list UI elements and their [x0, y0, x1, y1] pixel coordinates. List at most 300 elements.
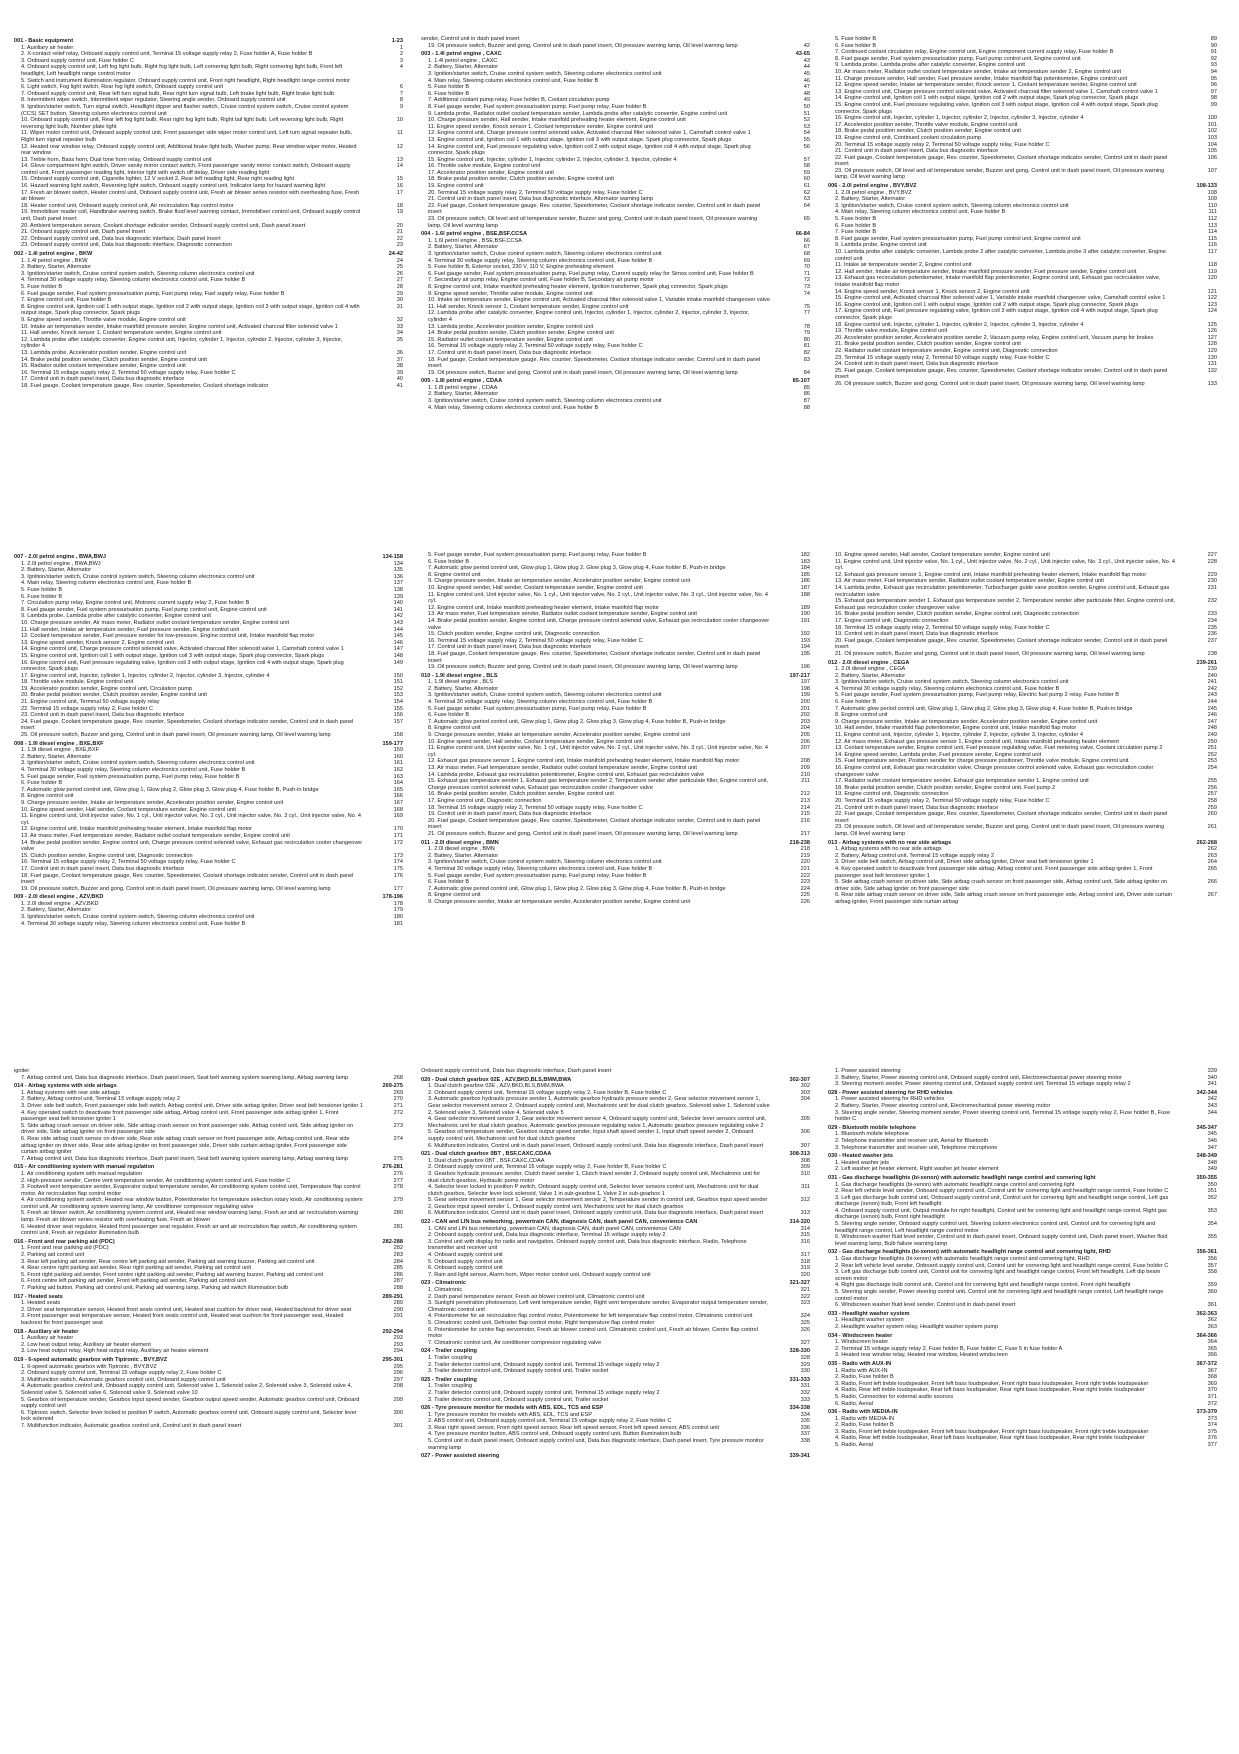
- index-entry[interactable]: [14, 607, 403, 614]
- index-entry[interactable]: [421, 43, 810, 50]
- index-entry[interactable]: [14, 1397, 403, 1410]
- index-entry[interactable]: [421, 1300, 810, 1313]
- index-entry[interactable]: [14, 646, 403, 653]
- index-entry[interactable]: [421, 244, 810, 251]
- index-entry[interactable]: [828, 148, 1217, 155]
- index-entry[interactable]: [421, 190, 810, 197]
- index-entry[interactable]: [14, 157, 403, 164]
- index-section-heading[interactable]: [14, 894, 403, 901]
- index-entry[interactable]: [421, 284, 810, 291]
- index-entry[interactable]: [828, 69, 1217, 76]
- index-section-heading[interactable]: [828, 1153, 1217, 1160]
- index-entry[interactable]: [421, 572, 810, 579]
- index-entry[interactable]: [421, 712, 810, 719]
- index-entry[interactable]: [828, 56, 1217, 63]
- index-entry[interactable]: [828, 1282, 1217, 1289]
- index-entry[interactable]: [828, 666, 1217, 673]
- index-entry[interactable]: [421, 183, 810, 190]
- index-section-heading[interactable]: [421, 231, 810, 238]
- index-entry[interactable]: [14, 747, 403, 754]
- index-entry[interactable]: [421, 805, 810, 812]
- index-entry[interactable]: [828, 686, 1217, 693]
- index-entry[interactable]: [828, 651, 1217, 658]
- index-entry[interactable]: [421, 1425, 810, 1432]
- index-entry[interactable]: [14, 78, 403, 85]
- index-entry[interactable]: [421, 216, 810, 229]
- index-entry[interactable]: [14, 873, 403, 886]
- index-entry[interactable]: [828, 625, 1217, 632]
- index-entry[interactable]: [828, 719, 1217, 726]
- index-entry[interactable]: [828, 1269, 1217, 1282]
- index-entry[interactable]: [14, 686, 403, 693]
- index-entry[interactable]: [828, 1416, 1217, 1423]
- index-entry[interactable]: [828, 249, 1217, 262]
- index-entry[interactable]: [421, 1272, 810, 1279]
- index-entry[interactable]: [828, 1324, 1217, 1331]
- index-entry[interactable]: [828, 381, 1217, 388]
- index-section-heading[interactable]: [828, 1311, 1217, 1318]
- index-entry[interactable]: [421, 1340, 810, 1347]
- index-entry[interactable]: [828, 1346, 1217, 1353]
- index-entry[interactable]: [14, 236, 403, 243]
- index-entry[interactable]: [828, 341, 1217, 348]
- index-entry[interactable]: [14, 117, 403, 130]
- index-section-heading[interactable]: [421, 1405, 810, 1412]
- index-entry[interactable]: [14, 130, 403, 143]
- index-section-heading[interactable]: [421, 1453, 810, 1460]
- index-entry[interactable]: [828, 1381, 1217, 1388]
- index-entry[interactable]: [14, 653, 403, 660]
- index-entry[interactable]: [421, 732, 810, 739]
- index-section-heading[interactable]: [14, 251, 403, 258]
- index-entry[interactable]: [828, 82, 1217, 89]
- index-entry[interactable]: [828, 1387, 1217, 1394]
- index-entry[interactable]: [421, 137, 810, 144]
- index-section-heading[interactable]: [828, 1125, 1217, 1132]
- index-entry[interactable]: [14, 1307, 403, 1314]
- index-entry[interactable]: [421, 1158, 810, 1165]
- index-entry[interactable]: [14, 1300, 403, 1307]
- index-entry[interactable]: [421, 1210, 810, 1217]
- index-entry[interactable]: [421, 831, 810, 838]
- index-entry[interactable]: [421, 846, 810, 853]
- index-entry[interactable]: [14, 1285, 403, 1292]
- index-entry[interactable]: [421, 745, 810, 758]
- index-entry[interactable]: [421, 585, 810, 592]
- index-entry[interactable]: [421, 1184, 810, 1197]
- index-entry[interactable]: [421, 1252, 810, 1259]
- index-entry[interactable]: [421, 1383, 810, 1390]
- index-entry[interactable]: [14, 91, 403, 98]
- index-entry[interactable]: [14, 229, 403, 236]
- index-entry[interactable]: [828, 1103, 1217, 1110]
- index-entry[interactable]: [14, 1075, 403, 1082]
- index-entry[interactable]: [14, 859, 403, 866]
- index-entry[interactable]: [828, 102, 1217, 115]
- index-entry[interactable]: [421, 1397, 810, 1404]
- index-entry[interactable]: [828, 36, 1217, 43]
- index-entry[interactable]: [828, 1188, 1217, 1195]
- index-section-heading[interactable]: [421, 1348, 810, 1355]
- index-entry[interactable]: [421, 58, 810, 65]
- index-entry[interactable]: [828, 699, 1217, 706]
- index-entry[interactable]: [14, 774, 403, 781]
- index-entry[interactable]: [421, 739, 810, 746]
- index-entry[interactable]: [828, 135, 1217, 142]
- index-entry[interactable]: [14, 1197, 403, 1210]
- index-entry[interactable]: [14, 719, 403, 732]
- index-entry[interactable]: [421, 196, 810, 203]
- index-entry[interactable]: [828, 1422, 1217, 1429]
- index-entry[interactable]: [421, 1390, 810, 1397]
- index-entry[interactable]: [421, 1418, 810, 1425]
- index-entry[interactable]: [14, 600, 403, 607]
- index-entry[interactable]: [421, 899, 810, 906]
- index-entry[interactable]: [828, 115, 1217, 122]
- index-entry[interactable]: [421, 130, 810, 137]
- index-entry[interactable]: [828, 673, 1217, 680]
- index-entry[interactable]: [421, 337, 810, 344]
- index-entry[interactable]: [14, 633, 403, 640]
- index-entry[interactable]: [14, 1364, 403, 1371]
- index-entry[interactable]: [14, 271, 403, 278]
- index-entry[interactable]: [828, 322, 1217, 329]
- index-entry[interactable]: [828, 1208, 1217, 1221]
- index-entry[interactable]: [828, 739, 1217, 746]
- index-entry[interactable]: [421, 679, 810, 686]
- index-entry[interactable]: [14, 324, 403, 331]
- index-entry[interactable]: [14, 163, 403, 176]
- index-entry[interactable]: [421, 64, 810, 71]
- index-entry[interactable]: [14, 1342, 403, 1349]
- index-entry[interactable]: [421, 1232, 810, 1239]
- index-section-heading[interactable]: [14, 1329, 403, 1336]
- index-section-heading[interactable]: [421, 840, 810, 847]
- index-entry[interactable]: [828, 1317, 1217, 1324]
- index-entry[interactable]: [421, 611, 810, 618]
- index-entry[interactable]: [14, 183, 403, 190]
- index-entry[interactable]: [421, 1265, 810, 1272]
- index-entry[interactable]: [421, 1197, 810, 1210]
- index-entry[interactable]: [828, 1401, 1217, 1408]
- index-section-heading[interactable]: [421, 1077, 810, 1084]
- index-entry[interactable]: [14, 1410, 403, 1423]
- index-entry[interactable]: [828, 598, 1217, 611]
- index-entry[interactable]: [421, 618, 810, 631]
- index-entry[interactable]: [14, 350, 403, 357]
- index-entry[interactable]: [828, 62, 1217, 69]
- index-entry[interactable]: [828, 216, 1217, 223]
- index-entry[interactable]: [14, 1272, 403, 1279]
- index-entry[interactable]: [14, 1245, 403, 1252]
- index-entry[interactable]: [421, 1412, 810, 1419]
- index-entry[interactable]: [14, 613, 403, 620]
- index-entry[interactable]: [421, 170, 810, 177]
- index-entry[interactable]: [828, 142, 1217, 149]
- index-entry[interactable]: [828, 585, 1217, 598]
- index-entry[interactable]: [421, 91, 810, 98]
- index-entry[interactable]: [14, 574, 403, 581]
- index-entry[interactable]: [421, 811, 810, 818]
- index-entry[interactable]: [14, 176, 403, 183]
- index-entry[interactable]: [421, 1226, 810, 1233]
- index-entry[interactable]: [828, 1368, 1217, 1375]
- index-entry[interactable]: [828, 778, 1217, 785]
- index-entry[interactable]: [14, 640, 403, 647]
- index-section-heading[interactable]: [14, 1294, 403, 1301]
- index-section-heading[interactable]: [14, 1357, 403, 1364]
- index-entry[interactable]: [14, 1184, 403, 1197]
- index-entry[interactable]: [828, 859, 1217, 866]
- index-entry[interactable]: [14, 1136, 403, 1156]
- index-section-heading[interactable]: [14, 741, 403, 748]
- index-entry[interactable]: [14, 209, 403, 222]
- index-entry[interactable]: [828, 209, 1217, 216]
- index-entry[interactable]: [828, 1256, 1217, 1263]
- index-entry[interactable]: [828, 611, 1217, 618]
- index-entry[interactable]: [421, 1239, 810, 1252]
- index-entry[interactable]: [421, 1355, 810, 1362]
- index-entry[interactable]: [14, 886, 403, 893]
- index-entry[interactable]: [421, 1287, 810, 1294]
- index-entry[interactable]: [421, 1116, 810, 1129]
- index-entry[interactable]: [14, 907, 403, 914]
- index-section-heading[interactable]: [828, 1333, 1217, 1340]
- index-entry[interactable]: [828, 1374, 1217, 1381]
- index-entry[interactable]: [14, 58, 403, 65]
- index-entry[interactable]: [828, 1289, 1217, 1302]
- index-entry[interactable]: [421, 1096, 810, 1116]
- index-entry[interactable]: [421, 578, 810, 585]
- index-section-heading[interactable]: [828, 183, 1217, 190]
- index-entry[interactable]: [421, 330, 810, 337]
- index-entry[interactable]: [421, 277, 810, 284]
- index-entry[interactable]: [828, 824, 1217, 837]
- index-entry[interactable]: [828, 203, 1217, 210]
- index-entry[interactable]: [421, 78, 810, 85]
- index-entry[interactable]: [828, 752, 1217, 759]
- index-entry[interactable]: [14, 223, 403, 230]
- index-entry[interactable]: [828, 1234, 1217, 1247]
- index-entry[interactable]: [828, 95, 1217, 102]
- index-entry[interactable]: [421, 176, 810, 183]
- index-section-heading[interactable]: [828, 1249, 1217, 1256]
- index-entry[interactable]: [828, 1110, 1217, 1123]
- index-entry[interactable]: [421, 1362, 810, 1369]
- index-entry[interactable]: [421, 258, 810, 265]
- index-entry[interactable]: [421, 1143, 810, 1150]
- index-entry[interactable]: [421, 271, 810, 278]
- index-section-heading[interactable]: [14, 1164, 403, 1171]
- index-entry[interactable]: [14, 826, 403, 833]
- index-section-heading[interactable]: [14, 1083, 403, 1090]
- index-entry[interactable]: [828, 196, 1217, 203]
- index-entry[interactable]: [421, 1368, 810, 1375]
- index-entry[interactable]: [421, 84, 810, 91]
- index-entry[interactable]: [828, 745, 1217, 752]
- index-entry[interactable]: [421, 405, 810, 412]
- index-entry[interactable]: [14, 376, 403, 383]
- index-entry[interactable]: [828, 1075, 1217, 1082]
- index-entry[interactable]: [828, 805, 1217, 812]
- index-entry[interactable]: [421, 853, 810, 860]
- index-entry[interactable]: [828, 1429, 1217, 1436]
- index-entry[interactable]: [421, 765, 810, 772]
- index-section-heading[interactable]: [14, 554, 403, 561]
- index-entry[interactable]: [421, 1438, 810, 1451]
- index-entry[interactable]: [828, 190, 1217, 197]
- index-entry[interactable]: [14, 793, 403, 800]
- index-entry[interactable]: [14, 901, 403, 908]
- index-section-heading[interactable]: [421, 1280, 810, 1287]
- index-entry[interactable]: [828, 348, 1217, 355]
- index-entry[interactable]: [421, 631, 810, 638]
- index-entry[interactable]: [421, 778, 810, 791]
- index-entry[interactable]: [14, 330, 403, 337]
- index-entry[interactable]: [421, 104, 810, 111]
- index-entry[interactable]: [14, 363, 403, 370]
- index-entry[interactable]: [14, 1335, 403, 1342]
- index-entry[interactable]: [14, 594, 403, 601]
- index-entry[interactable]: [421, 664, 810, 671]
- index-entry[interactable]: [828, 1263, 1217, 1270]
- index-entry[interactable]: [14, 291, 403, 298]
- index-entry[interactable]: [421, 291, 810, 298]
- index-entry[interactable]: [421, 1431, 810, 1438]
- index-entry[interactable]: [14, 1068, 403, 1075]
- index-entry[interactable]: [828, 552, 1217, 559]
- index-entry[interactable]: [421, 859, 810, 866]
- index-entry[interactable]: [421, 163, 810, 170]
- index-entry[interactable]: [421, 1164, 810, 1171]
- index-entry[interactable]: [421, 605, 810, 612]
- index-entry[interactable]: [828, 89, 1217, 96]
- index-entry[interactable]: [14, 787, 403, 794]
- index-entry[interactable]: [828, 236, 1217, 243]
- index-section-heading[interactable]: [828, 840, 1217, 847]
- index-entry[interactable]: [828, 572, 1217, 579]
- index-entry[interactable]: [14, 1171, 403, 1178]
- index-entry[interactable]: [421, 651, 810, 664]
- index-entry[interactable]: [421, 350, 810, 357]
- index-entry[interactable]: [14, 813, 403, 826]
- index-entry[interactable]: [828, 1138, 1217, 1145]
- index-entry[interactable]: [14, 64, 403, 77]
- index-entry[interactable]: [421, 719, 810, 726]
- index-entry[interactable]: [14, 840, 403, 853]
- index-entry[interactable]: [421, 1068, 810, 1075]
- index-entry[interactable]: [828, 275, 1217, 288]
- index-entry[interactable]: [421, 758, 810, 765]
- index-section-heading[interactable]: [421, 1377, 810, 1384]
- index-entry[interactable]: [828, 122, 1217, 129]
- index-entry[interactable]: [421, 1129, 810, 1142]
- index-entry[interactable]: [828, 295, 1217, 302]
- index-entry[interactable]: [14, 51, 403, 58]
- index-entry[interactable]: [828, 732, 1217, 739]
- index-entry[interactable]: [828, 229, 1217, 236]
- index-entry[interactable]: [14, 297, 403, 304]
- index-entry[interactable]: [14, 780, 403, 787]
- index-entry[interactable]: [14, 304, 403, 317]
- index-entry[interactable]: [421, 343, 810, 350]
- index-entry[interactable]: [828, 308, 1217, 321]
- index-entry[interactable]: [421, 391, 810, 398]
- index-entry[interactable]: [14, 45, 403, 52]
- index-entry[interactable]: [828, 1145, 1217, 1152]
- index-entry[interactable]: [421, 818, 810, 831]
- index-entry[interactable]: [14, 1265, 403, 1272]
- index-entry[interactable]: [14, 104, 403, 117]
- index-entry[interactable]: [828, 335, 1217, 342]
- index-entry[interactable]: [828, 262, 1217, 269]
- index-entry[interactable]: [14, 660, 403, 673]
- index-entry[interactable]: [421, 71, 810, 78]
- index-entry[interactable]: [421, 324, 810, 331]
- index-entry[interactable]: [14, 699, 403, 706]
- index-entry[interactable]: [421, 297, 810, 304]
- index-section-heading[interactable]: [421, 51, 810, 58]
- index-entry[interactable]: [421, 592, 810, 605]
- index-entry[interactable]: [828, 866, 1217, 879]
- index-entry[interactable]: [828, 1302, 1217, 1309]
- index-entry[interactable]: [421, 251, 810, 258]
- index-entry[interactable]: [828, 1339, 1217, 1346]
- index-entry[interactable]: [421, 791, 810, 798]
- index-entry[interactable]: [828, 631, 1217, 638]
- index-entry[interactable]: [14, 190, 403, 203]
- index-entry[interactable]: [828, 892, 1217, 905]
- index-entry[interactable]: [828, 692, 1217, 699]
- index-entry[interactable]: [14, 357, 403, 364]
- index-entry[interactable]: [828, 559, 1217, 572]
- index-entry[interactable]: [14, 242, 403, 249]
- index-entry[interactable]: [14, 1259, 403, 1266]
- index-entry[interactable]: [828, 368, 1217, 381]
- index-entry[interactable]: [421, 264, 810, 271]
- index-entry[interactable]: [14, 337, 403, 350]
- index-section-heading[interactable]: [14, 1239, 403, 1246]
- index-entry[interactable]: [14, 620, 403, 627]
- index-entry[interactable]: [421, 565, 810, 572]
- index-entry[interactable]: [828, 706, 1217, 713]
- index-entry[interactable]: [828, 846, 1217, 853]
- index-entry[interactable]: [14, 712, 403, 719]
- index-entry[interactable]: [14, 258, 403, 265]
- index-entry[interactable]: [421, 638, 810, 645]
- index-entry[interactable]: [828, 765, 1217, 778]
- index-entry[interactable]: [14, 833, 403, 840]
- index-entry[interactable]: [421, 692, 810, 699]
- index-entry[interactable]: [421, 559, 810, 566]
- index-entry[interactable]: [828, 1352, 1217, 1359]
- index-entry[interactable]: [14, 284, 403, 291]
- index-entry[interactable]: [421, 304, 810, 311]
- index-entry[interactable]: [828, 1166, 1217, 1173]
- index-entry[interactable]: [828, 1442, 1217, 1449]
- index-entry[interactable]: [14, 807, 403, 814]
- index-entry[interactable]: [14, 1370, 403, 1377]
- index-entry[interactable]: [828, 853, 1217, 860]
- index-entry[interactable]: [421, 398, 810, 405]
- index-entry[interactable]: [14, 264, 403, 271]
- index-entry[interactable]: [828, 43, 1217, 50]
- index-entry[interactable]: [14, 1090, 403, 1097]
- index-entry[interactable]: [14, 580, 403, 587]
- index-entry[interactable]: [828, 128, 1217, 135]
- index-entry[interactable]: [421, 1294, 810, 1301]
- index-entry[interactable]: [828, 361, 1217, 368]
